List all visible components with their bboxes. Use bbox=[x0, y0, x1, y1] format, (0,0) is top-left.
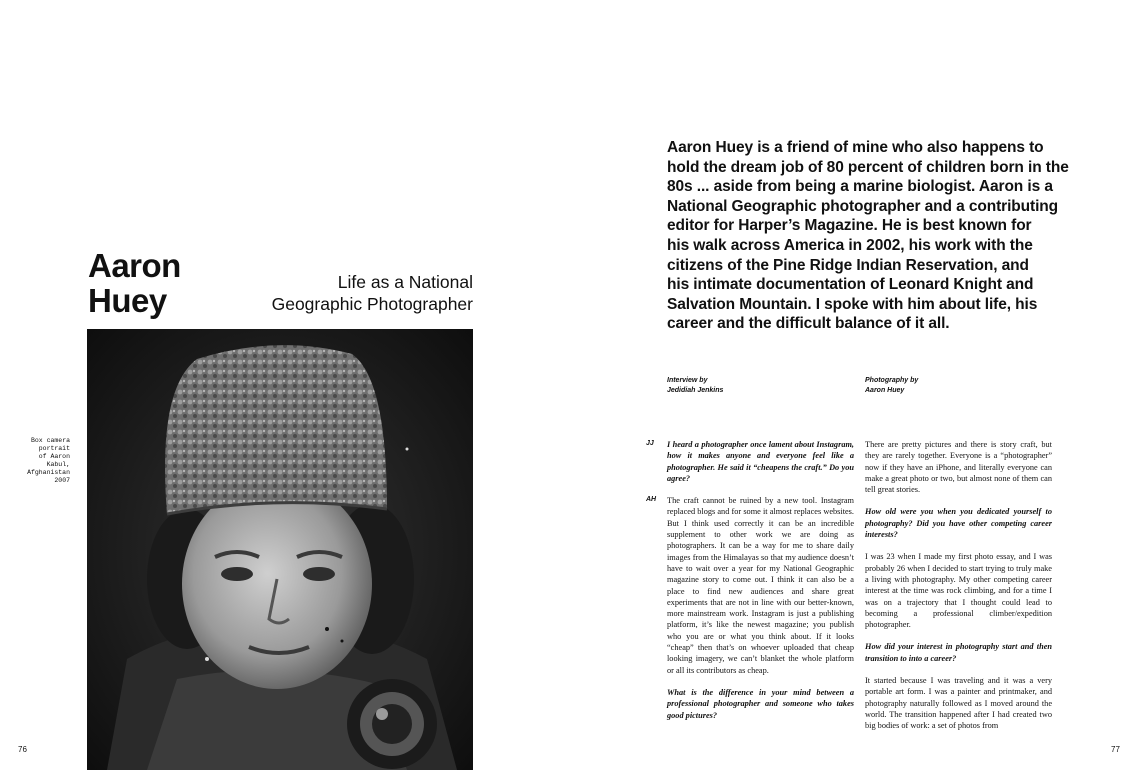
caption-line: Box camera bbox=[30, 437, 70, 444]
speaker-label-jj: JJ bbox=[646, 440, 654, 447]
interview-credit-name: Jedidiah Jenkins bbox=[667, 386, 724, 394]
interview-question: I heard a photographer once lament about Instagram, how it makes anyone and everyone feel like a photographer. He said it “cheapens the craft.” Do you agree? bbox=[667, 440, 854, 483]
photo-credit bbox=[865, 376, 918, 395]
intro-line: Salvation Mountain. I spoke with him about life, his bbox=[667, 295, 1038, 313]
portrait-illustration bbox=[87, 329, 473, 770]
interview-answer: I was 23 when I made my first photo essay, and I was probably 26 when I decided to start trying to truly make a living with photography. My other competing career interest at the time was rock climbing, and for a time I was on a trajectory that I thought could lead to becoming a professional climber/expedition photographer. bbox=[865, 552, 1052, 630]
interview-question: How old were you when you dedicated yourself to photography? Did you have other competing career interests? bbox=[865, 507, 1052, 540]
portrait-photo bbox=[87, 329, 473, 770]
interview-question: How did your interest in photography start and then transition to into a career? bbox=[865, 642, 1052, 663]
article-subtitle bbox=[250, 271, 473, 315]
article-title-line: Huey bbox=[88, 282, 167, 319]
interview-answer: There are pretty pictures and there is story craft, but they are rarely together. Everyone is a “photographer” now if they have an iPhone, and literally everyone can make a great photo or two, but almost none of them can tell great stories. bbox=[865, 440, 1052, 495]
photo-caption bbox=[10, 437, 70, 485]
caption-line: Kabul, bbox=[46, 461, 70, 468]
interview-column-1 bbox=[667, 439, 854, 732]
intro-line: citizens of the Pine Ridge Indian Reservation, and bbox=[667, 256, 1029, 274]
intro-line: editor for Harper’s Magazine. He is best known for bbox=[667, 217, 1032, 235]
page-number-right: 77 bbox=[1111, 745, 1120, 754]
intro-line: Aaron Huey is a friend of mine who also happens to bbox=[667, 139, 1044, 156]
caption-line: of Aaron bbox=[38, 453, 70, 460]
interview-question: What is the difference in your mind between a professional photographer and someone who takes good pictures? bbox=[667, 687, 854, 720]
interview-column-2 bbox=[865, 439, 1052, 743]
interview-credit bbox=[667, 376, 723, 395]
article-subtitle-line: Geographic Photographer bbox=[271, 294, 473, 314]
interview-credit-label: Interview by bbox=[667, 377, 708, 384]
article-subtitle-line: Life as a National bbox=[337, 272, 473, 292]
photo-credit-label: Photography by bbox=[865, 377, 919, 384]
intro-line: his walk across America in 2002, his work with the bbox=[667, 236, 1033, 254]
caption-line: 2007 bbox=[54, 477, 70, 484]
article-title bbox=[88, 248, 258, 318]
caption-line: Afghanistan bbox=[27, 469, 70, 476]
photo-credit-name: Aaron Huey bbox=[865, 386, 905, 394]
intro-paragraph bbox=[667, 138, 1069, 334]
article-title-line: Aaron bbox=[88, 247, 181, 284]
intro-line: 80s ... aside from being a marine biologist. Aaron is a bbox=[667, 178, 1053, 196]
interview-answer: The craft cannot be ruined by a new tool. Instagram replaced blogs and for some it almost replaces websites. But I think used correctly it can be an incredible supplement to other work we are doing as photographers. It can be a way for me to share daily images from the Himalayas so that my audience doesn’t have to wait over a year for my National Geographic magazine story to come out. I think it can also be a place to find new audiences and share great experiments that are not in line with our better-known, more mainstream work. Instagram is just a publishing platform, it’s like the newest magazine; you publish who you are or what you think about. If it looks “cheap” then that’s on whoever uploaded that cheap looking imagery, we can’t blanket the whole platform or all its contributors as cheap. bbox=[667, 496, 854, 675]
page-number-left: 76 bbox=[18, 745, 27, 754]
intro-line: National Geographic photographer and a contributing bbox=[667, 197, 1059, 215]
speaker-label-ah: AH bbox=[646, 496, 657, 503]
intro-line: hold the dream job of 80 percent of children born in the bbox=[667, 158, 1069, 176]
caption-line: portrait bbox=[38, 445, 70, 452]
interview-answer: It started because I was traveling and it was a very portable art form. I was a painter and printmaker, and photography naturally followed as I moved around the world. The transition happened after I had created two big bodies of work: a set of photos from bbox=[865, 676, 1052, 731]
intro-line: career and the difficult balance of it all. bbox=[667, 315, 950, 333]
intro-line: his intimate documentation of Leonard Knight and bbox=[667, 276, 1034, 294]
